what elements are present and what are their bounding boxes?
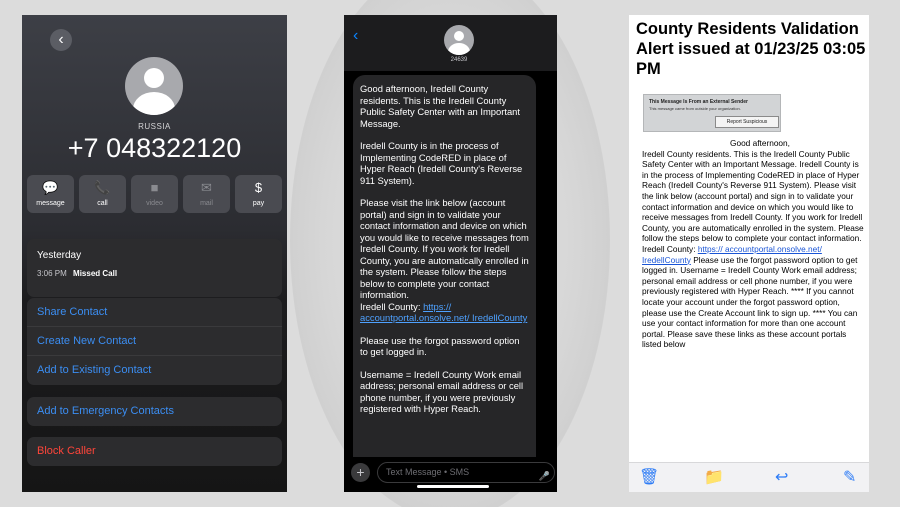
emergency-group xyxy=(27,397,282,426)
report-suspicious-button[interactable]: Report Suspicious xyxy=(715,116,779,128)
contact-avatar xyxy=(125,57,183,115)
account-portal-link[interactable]: https:// accountportal.onsolve.net/ IredellCounty xyxy=(360,300,528,323)
call-label: call xyxy=(97,200,108,207)
email-greeting: Good afternoon, xyxy=(730,138,790,148)
sender-number: 24639 xyxy=(450,57,468,63)
reply-icon[interactable]: ↩ xyxy=(775,469,789,486)
recent-day: Yesterday xyxy=(37,250,82,261)
message-icon: 💬 xyxy=(42,180,59,195)
pay-label: pay xyxy=(252,200,265,207)
banner-title: This Message Is From an External Sender xyxy=(649,99,748,105)
contact-options-group xyxy=(27,298,282,385)
video-icon: ■ xyxy=(150,180,159,195)
create-new-contact-button[interactable]: Create New Contact xyxy=(27,327,282,356)
recent-calls-card xyxy=(27,239,282,297)
pay-button[interactable] xyxy=(235,175,282,213)
home-indicator xyxy=(417,485,489,488)
video-button[interactable] xyxy=(131,175,178,213)
compose-icon[interactable]: ✎ xyxy=(843,469,857,486)
add-to-emergency-contacts-button[interactable]: Add to Emergency Contacts xyxy=(37,405,174,417)
contact-country: RUSSIA xyxy=(138,122,171,131)
mail-icon: ✉ xyxy=(201,180,212,195)
plus-icon[interactable]: + xyxy=(351,463,370,482)
block-group xyxy=(27,437,282,466)
message-paragraph: Please visit the link below (account portal) and sign in to validate your contact information and device on which you would like to receive messages from Iredell County. If you work for Iredell County, you are automatically enrolled in the system. Please follow the steps below to complete your contact information. Iredell County: https:// accountportal.onsolve.net/ IredellCounty xyxy=(360,197,529,323)
contact-actions xyxy=(27,175,282,213)
external-sender-banner xyxy=(643,94,781,132)
mail-label: mail xyxy=(200,200,213,207)
message-header xyxy=(344,15,557,71)
contact-phone-number: +7 048322120 xyxy=(67,133,242,163)
message-paragraph: Please use the forgot password option to get logged in. xyxy=(360,334,520,357)
block-caller-button[interactable]: Block Caller xyxy=(37,445,96,457)
folder-icon[interactable]: 📁 xyxy=(704,469,724,486)
message-paragraph: Good afternoon, Iredell County residents. This is the Iredell County Public Safety Center with an Important Message. xyxy=(360,83,520,129)
recent-call-row xyxy=(37,269,272,278)
call-status: Missed Call xyxy=(73,269,118,278)
messages-screen xyxy=(344,15,557,492)
video-label: video xyxy=(146,200,163,207)
back-button[interactable]: ‹ xyxy=(50,29,72,51)
message-button[interactable] xyxy=(27,175,74,213)
microphone-icon[interactable]: 🎤 xyxy=(538,471,550,481)
mail-button[interactable] xyxy=(183,175,230,213)
add-to-existing-contact-button[interactable]: Add to Existing Contact xyxy=(37,364,152,376)
trash-icon[interactable]: 🗑 xyxy=(639,469,660,486)
share-contact-button[interactable]: Share Contact xyxy=(27,298,282,327)
contact-screen xyxy=(22,15,287,492)
text-message-input[interactable]: Text Message • SMS 🎤 xyxy=(377,462,555,483)
dollar-icon: $ xyxy=(254,180,263,195)
message-bubble xyxy=(353,75,536,457)
call-button[interactable] xyxy=(79,175,126,213)
email-body xyxy=(642,138,866,460)
banner-subtitle: This message came from outside your organization. xyxy=(649,106,741,111)
email-subject: County Residents Validation Alert issued at 01/23/25 03:05 PM xyxy=(636,20,866,78)
email-text: Iredell County residents. This is the Iredell County Public Safety Center with an Important Message. Iredell County is in the process of Implementing CodeRED in place of Hyper Reach (Iredell County's Reverse 911 System). Please visit the link below (account portal) and sign in to validate your contact information and device on which you would like to receive messages from Iredell County. If you work for Iredell County, you are automatically enrolled in the system. Please follow the steps below to complete your contact information. Iredell County: xyxy=(642,148,864,254)
mail-toolbar xyxy=(629,462,869,492)
phone-icon: 📞 xyxy=(94,180,111,195)
message-paragraph: Iredell County is in the process of Implementing CodeRED in place of Hyper Reach (Iredell County's Reverse 911 System). xyxy=(360,140,523,186)
message-paragraph: Username = Iredell County Work email address; personal email address or cell phone number, if you were previously registered with Hyper Reach. xyxy=(360,368,524,414)
sender-avatar[interactable] xyxy=(444,25,474,55)
email-text: Please use the forgot password option to get logged in. Username = Iredell County Work email address; personal email address or cell phone number, if you were previously registered with Hyper Reach. **** If you cannot locate your account under the forgot password option, please use the Create Account link to sign up. **** You can use your contact information for more than one account portal. Please save these links as these account portals listed below xyxy=(642,254,858,350)
email-screen xyxy=(629,15,869,492)
message-label: message xyxy=(36,200,65,207)
account-portal-link[interactable]: https:// accountportal.onsolve.net/ IredellCounty xyxy=(642,243,822,265)
back-chevron-icon[interactable]: ‹ xyxy=(353,27,359,44)
call-time: 3:06 PM xyxy=(37,269,67,278)
